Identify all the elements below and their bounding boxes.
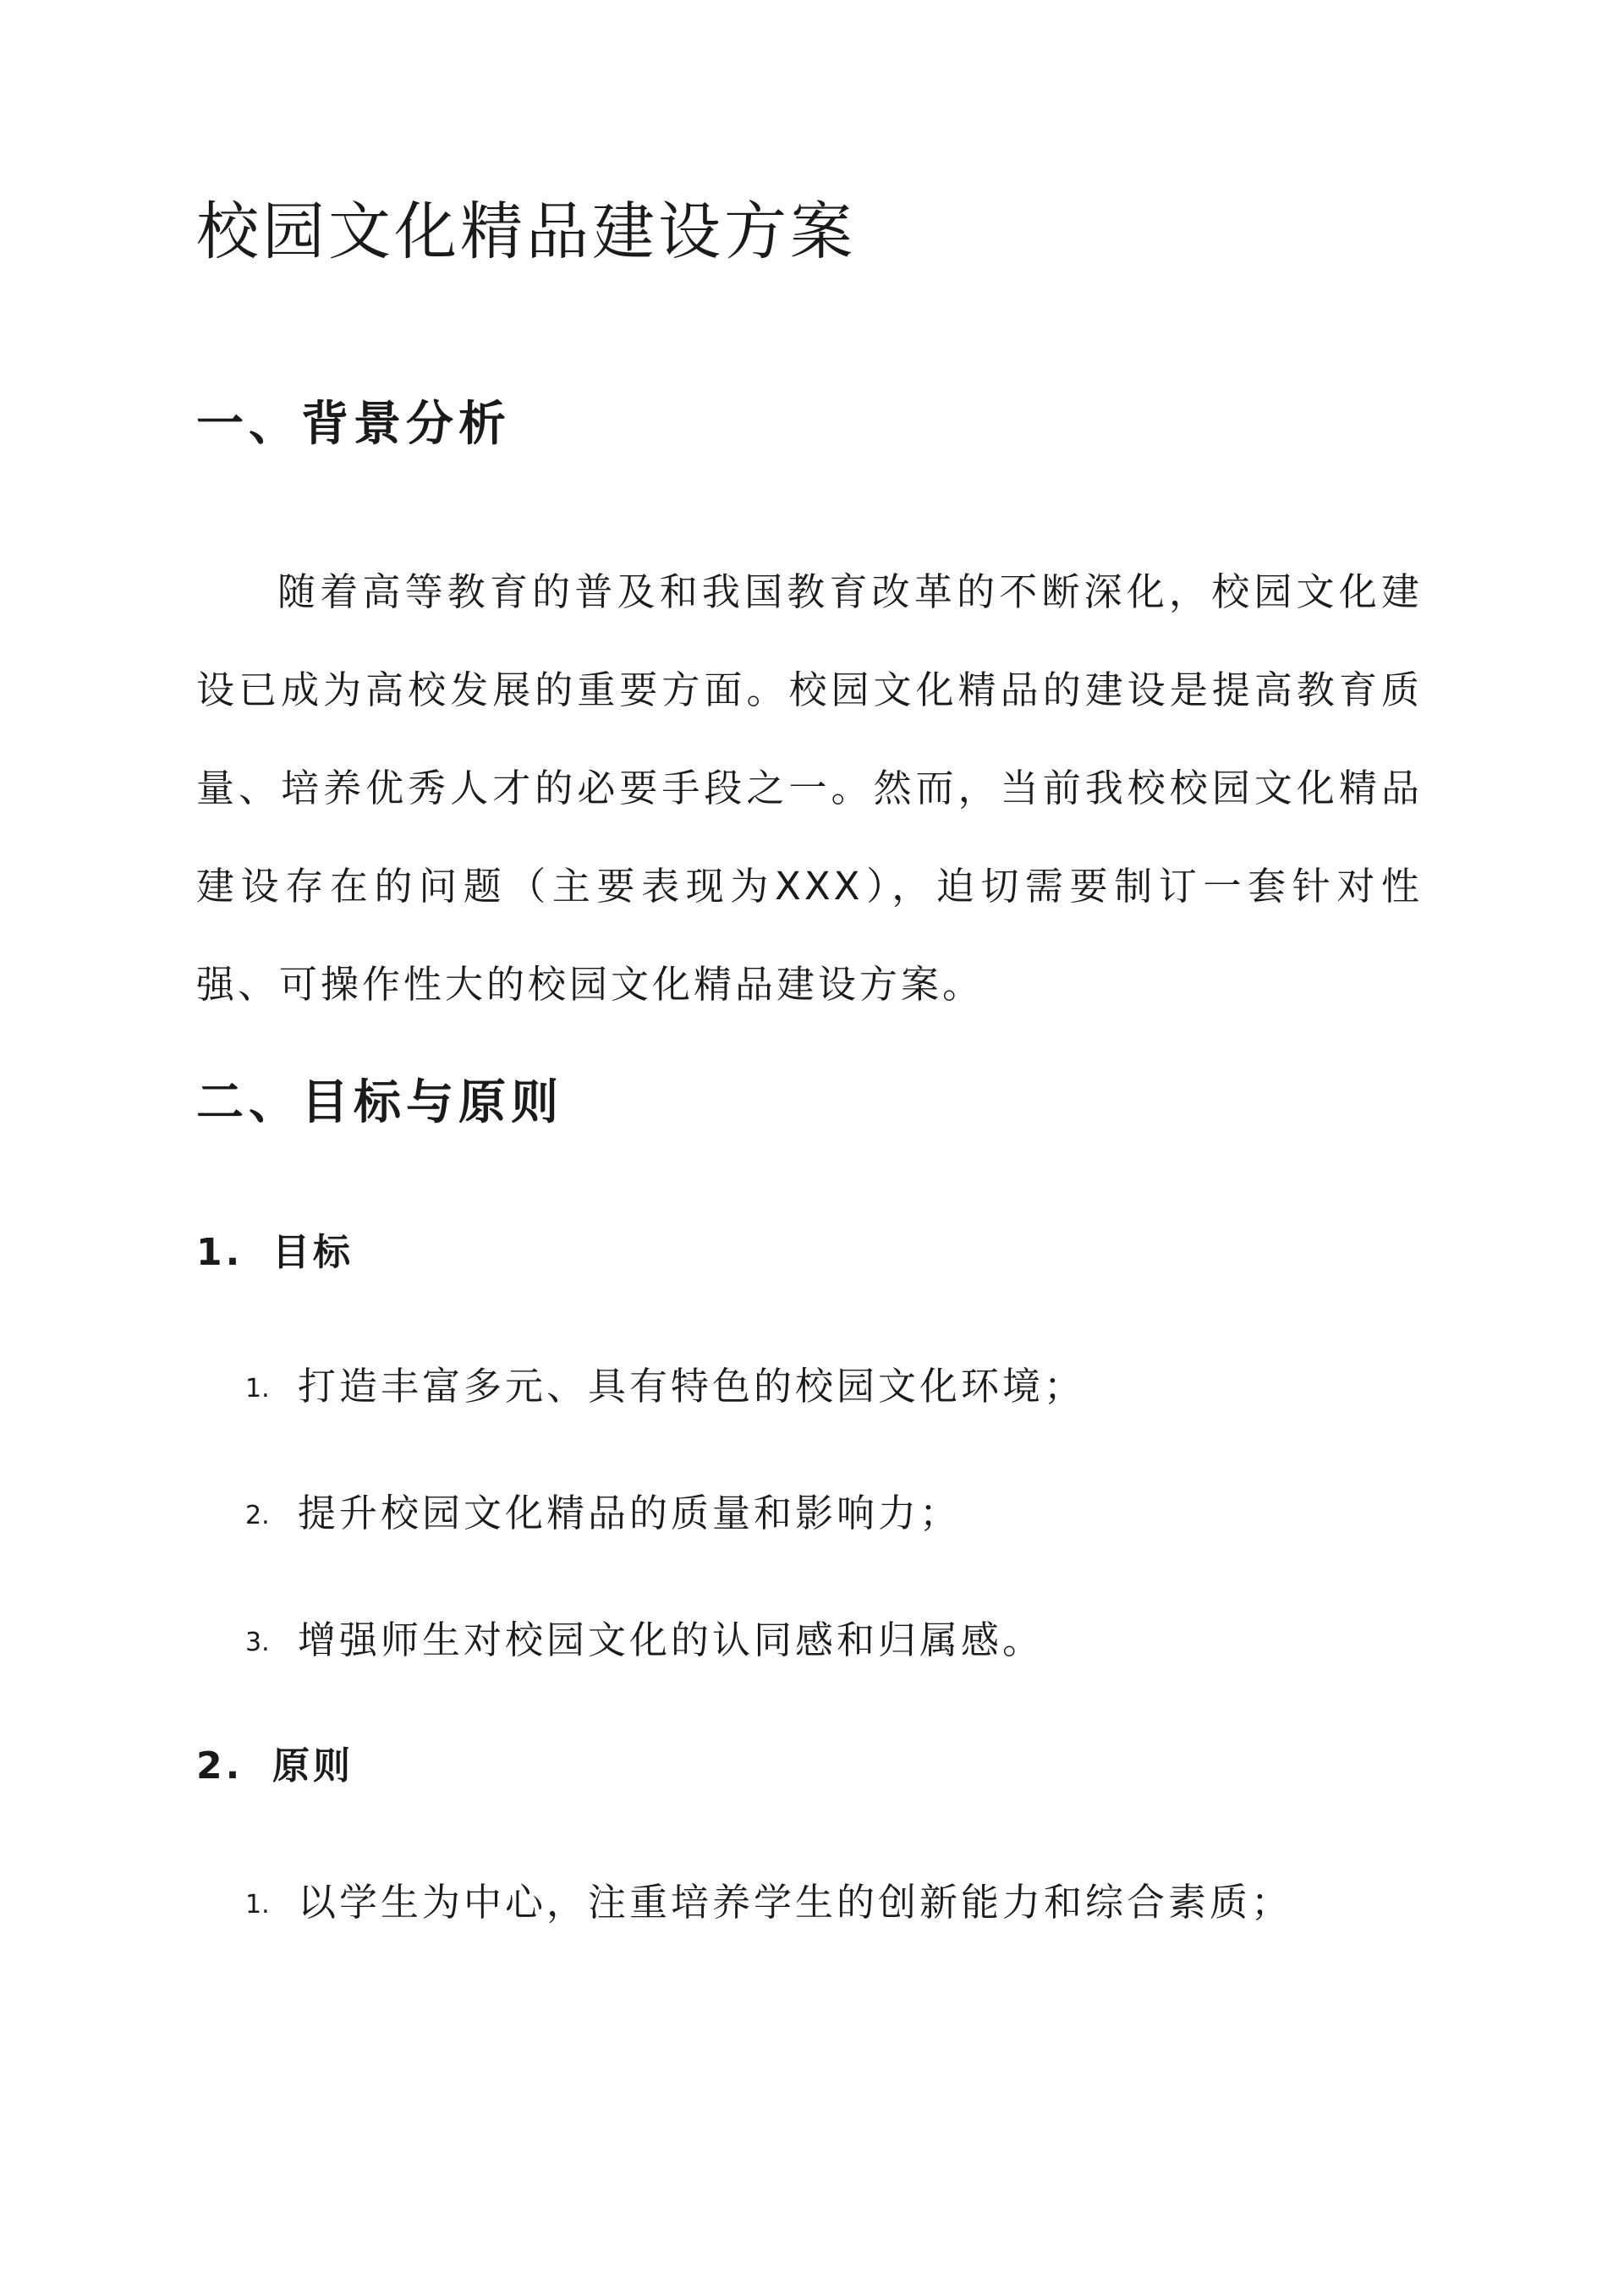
subheading-goals-number: 1. [196,1231,244,1274]
subheading-principles-title: 原则 [272,1744,354,1788]
subheading-goals-title: 目标 [272,1231,354,1274]
list-marker: 1. [245,1374,270,1403]
background-paragraph: 随着高等教育的普及和我国教育改革的不断深化，校园文化建设已成为高校发展的重要方面。校园文化精品的建设是提高教育质量、培养优秀人才的必要手段之一。然而，当前我校校园文化精品建设存在的问题（主要表现为XXX），迫切需要制订一套针对性强、可操作性大的校园文化精品建设方案。 [196,569,1423,1007]
section-heading-background: 一、背景分析 [196,397,511,452]
list-item-goal-2 [245,1491,961,1536]
subheading-goals [196,1231,354,1276]
list-item-text: 打造丰富多元、具有特色的校园文化环境； [298,1364,1086,1409]
list-marker: 1. [245,1890,270,1920]
list-marker: 2. [245,1501,270,1530]
list-item-goal-1 [245,1364,1085,1409]
list-item-text: 增强师生对校园文化的认同感和归属感。 [298,1618,1045,1662]
list-item-goal-3 [245,1618,1044,1663]
subheading-principles-number: 2. [196,1744,244,1788]
section-heading-goals-principles: 二、目标与原则 [196,1075,563,1130]
list-marker: 3. [245,1628,270,1657]
list-item-text: 提升校园文化精品的质量和影响力； [298,1491,962,1535]
document-title: 校园文化精品建设方案 [196,195,856,268]
list-item-text: 以学生为中心，注重培养学生的创新能力和综合素质； [298,1880,1293,1925]
subheading-principles [196,1744,354,1789]
list-item-principle-1 [245,1880,1292,1925]
